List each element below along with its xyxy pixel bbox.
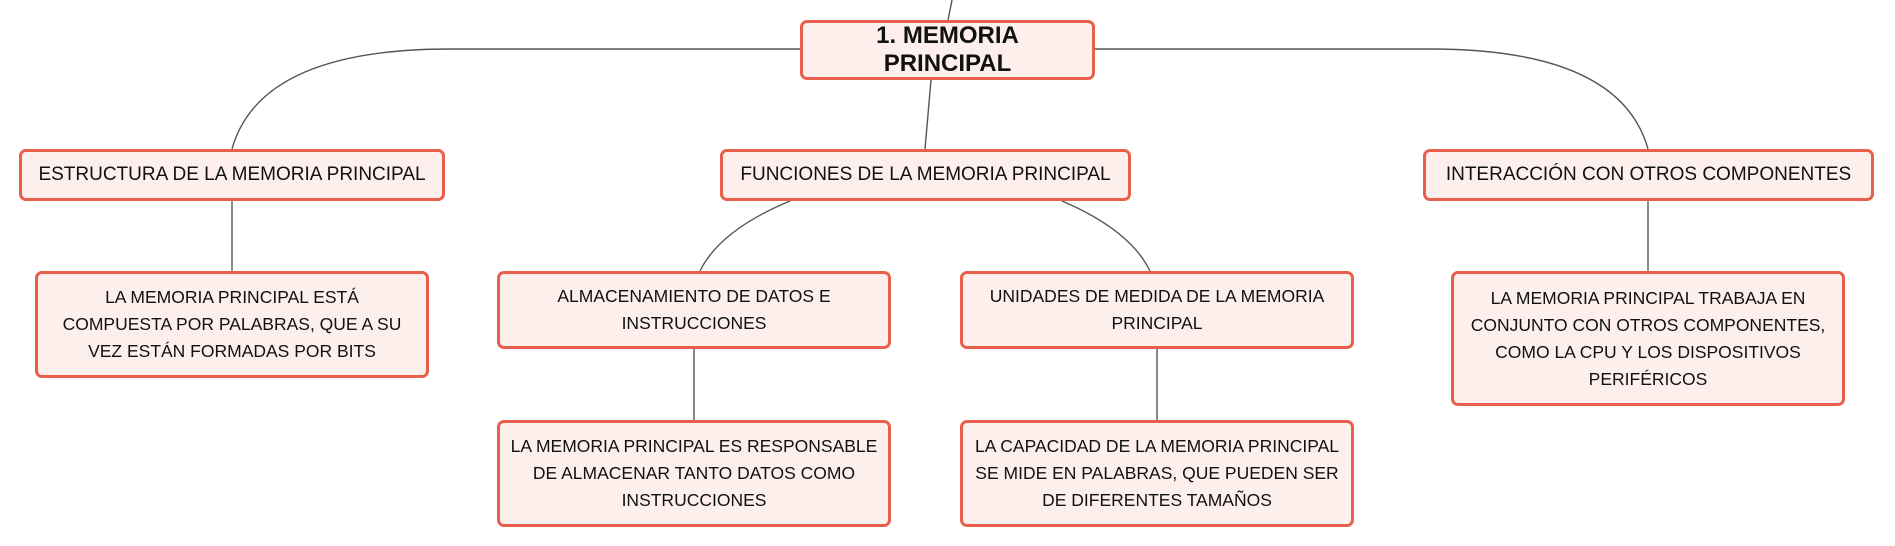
- connector-root-parent: [948, 0, 952, 20]
- node-unidades-label: UNIDADES DE MEDIDA DE LA MEMORIA PRINCIPAL: [989, 286, 1325, 333]
- node-unidades-detail[interactable]: [960, 420, 1354, 527]
- node-estructura-detail-label: LA MEMORIA PRINCIPAL ESTÁ COMPUESTA POR PALABRAS, QUE A SU VEZ ESTÁN FORMADAS POR BITS: [62, 287, 402, 361]
- node-interaccion-label: INTERACCIÓN CON OTROS COMPONENTES: [1445, 164, 1852, 185]
- node-estructura[interactable]: [19, 149, 445, 201]
- connector-funciones-unidades: [1062, 201, 1150, 271]
- node-almacenamiento[interactable]: [497, 271, 891, 349]
- node-almacenamiento-detail-label: LA MEMORIA PRINCIPAL ES RESPONSABLE DE ALMACENAR TANTO DATOS COMO INSTRUCCIONES: [510, 436, 878, 510]
- node-estructura-label: ESTRUCTURA DE LA MEMORIA PRINCIPAL: [38, 164, 426, 185]
- node-funciones[interactable]: [720, 149, 1131, 201]
- node-interaccion[interactable]: [1423, 149, 1874, 201]
- root-node[interactable]: [800, 20, 1095, 80]
- connector-funciones-almacenamiento: [700, 201, 790, 271]
- node-almacenamiento-detail[interactable]: [497, 420, 891, 527]
- connector-root-interaccion: [1095, 49, 1648, 149]
- connector-root-estructura: [232, 49, 800, 149]
- node-unidades-detail-label: LA CAPACIDAD DE LA MEMORIA PRINCIPAL SE MIDE EN PALABRAS, QUE PUEDEN SER DE DIFERENTES TAMAÑOS: [974, 436, 1340, 510]
- root-node-label: 1. MEMORIA PRINCIPAL: [876, 22, 1019, 77]
- node-estructura-detail[interactable]: [35, 271, 429, 378]
- node-funciones-label: FUNCIONES DE LA MEMORIA PRINCIPAL: [740, 164, 1111, 185]
- node-interaccion-detail-label: LA MEMORIA PRINCIPAL TRABAJA EN CONJUNTO CON OTROS COMPONENTES, COMO LA CPU Y LOS DISPOSITIVOS PERIFÉRICOS: [1470, 287, 1826, 389]
- connector-root-funciones: [925, 80, 931, 149]
- node-unidades[interactable]: [960, 271, 1354, 349]
- node-almacenamiento-label: ALMACENAMIENTO DE DATOS E INSTRUCCIONES: [557, 286, 831, 333]
- node-interaccion-detail[interactable]: [1451, 271, 1845, 406]
